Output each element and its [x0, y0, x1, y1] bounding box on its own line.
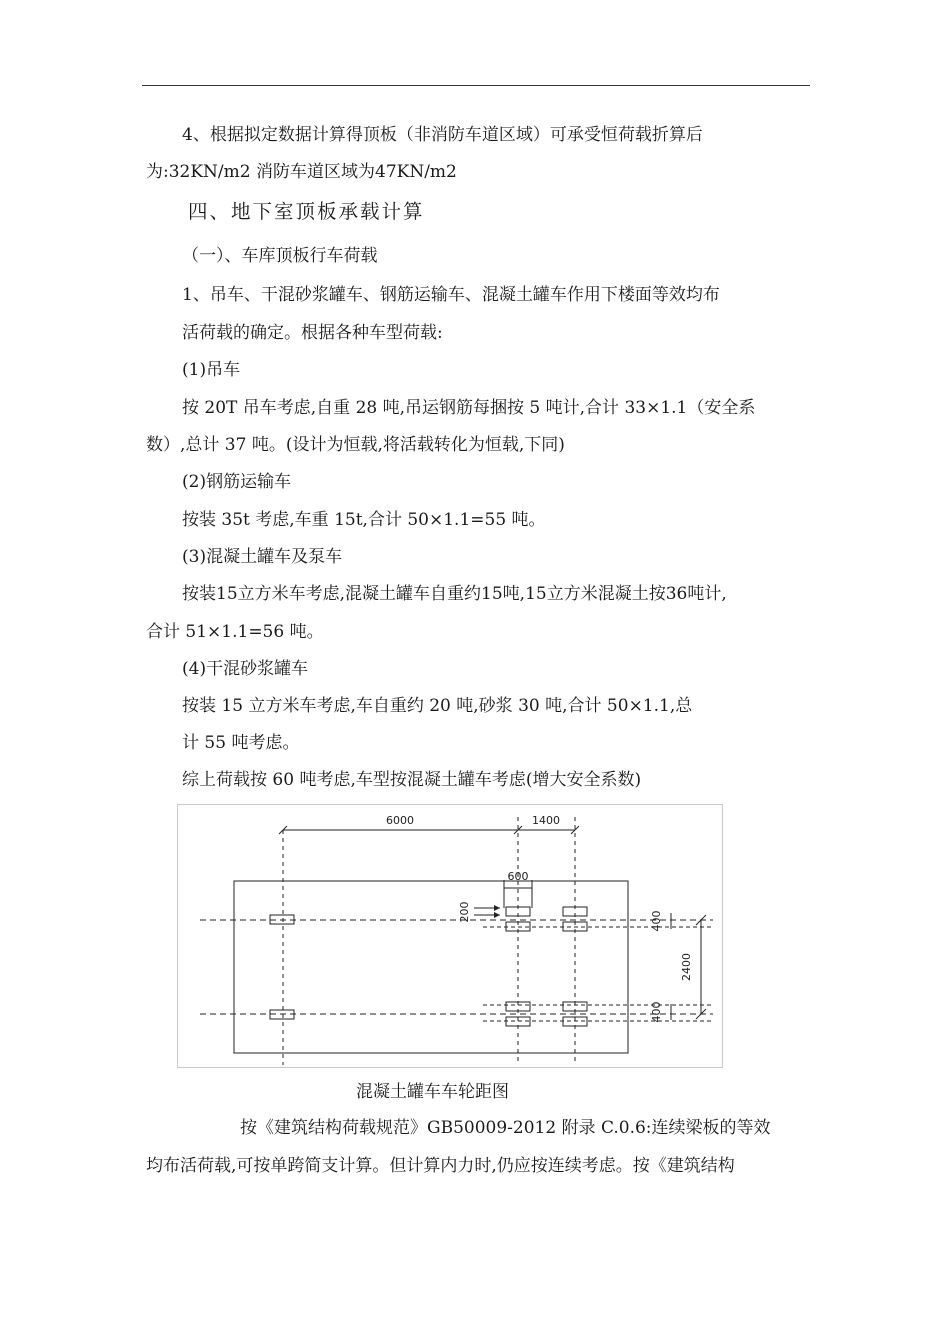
dimension-label-2400: 2400: [680, 953, 693, 981]
item-title: (2)钢筋运输车: [182, 472, 292, 492]
dimension-label-200: 200: [458, 901, 471, 923]
header-rule: [142, 85, 810, 86]
item-title: (3)混凝土罐车及泵车: [182, 547, 343, 567]
paragraph-line: 4、根据拟定数据计算得顶板（非消防车道区域）可承受恒荷载折算后: [182, 125, 703, 145]
paragraph-line: 按 20T 吊车考虑,自重 28 吨,吊运钢筋每捆按 5 吨计,合计 33×1.1（安全系: [182, 398, 756, 418]
dimension-label-1400: 1400: [532, 814, 560, 827]
wheel-spacing-drawing: [178, 805, 722, 1067]
paragraph-line: 计 55 吨考虑。: [182, 733, 300, 753]
section-heading: 四、地下室顶板承载计算: [188, 200, 425, 223]
dimension-label-6000: 6000: [386, 814, 414, 827]
paragraph-line: 均布活荷载,可按单跨简支计算。但计算内力时,仍应按连续考虑。按《建筑结构: [146, 1156, 735, 1176]
arrow-head: [494, 905, 500, 911]
arrow-head: [494, 912, 500, 918]
paragraph-line: 按装15立方米车考虑,混凝土罐车自重约15吨,15立方米混凝土按36吨计,: [182, 584, 727, 604]
paragraph-line: 按《建筑结构荷载规范》GB50009-2012 附录 C.0.6:连续梁板的等效: [240, 1118, 771, 1138]
subheading: （一）、车库顶板行车荷载: [182, 246, 378, 266]
item-title: (4)干混砂浆罐车: [182, 659, 309, 679]
dimension-label-400: 400: [650, 1001, 663, 1023]
paragraph-line: 合计 51×1.1=56 吨。: [146, 622, 324, 642]
paragraph-line: 为:32KN/m2 消防车道区域为47KN/m2: [146, 162, 457, 182]
item-title: (1)吊车: [182, 360, 241, 380]
paragraph-line: 综上荷载按 60 吨考虑,车型按混凝土罐车考虑(增大安全系数): [182, 770, 642, 790]
dimension-label-400: 400: [650, 910, 663, 932]
paragraph-line: 数）,总计 37 吨。(设计为恒载,将活载转化为恒载,下同): [146, 435, 565, 455]
dimension-label-600: 600: [507, 870, 529, 883]
paragraph-line: 活荷载的确定。根据各种车型荷载:: [182, 323, 443, 343]
paragraph-line: 按装 15 立方米车考虑,车自重约 20 吨,砂浆 30 吨,合计 50×1.1,总: [182, 696, 693, 716]
paragraph-line: 按装 35t 考虑,车重 15t,合计 50×1.1=55 吨。: [182, 510, 546, 530]
figure-caption: 混凝土罐车车轮距图: [356, 1082, 509, 1102]
wheel-spacing-figure: [177, 804, 723, 1068]
paragraph-line: 1、吊车、干混砂浆罐车、钢筋运输车、混凝土罐车作用下楼面等效均布: [182, 285, 720, 305]
